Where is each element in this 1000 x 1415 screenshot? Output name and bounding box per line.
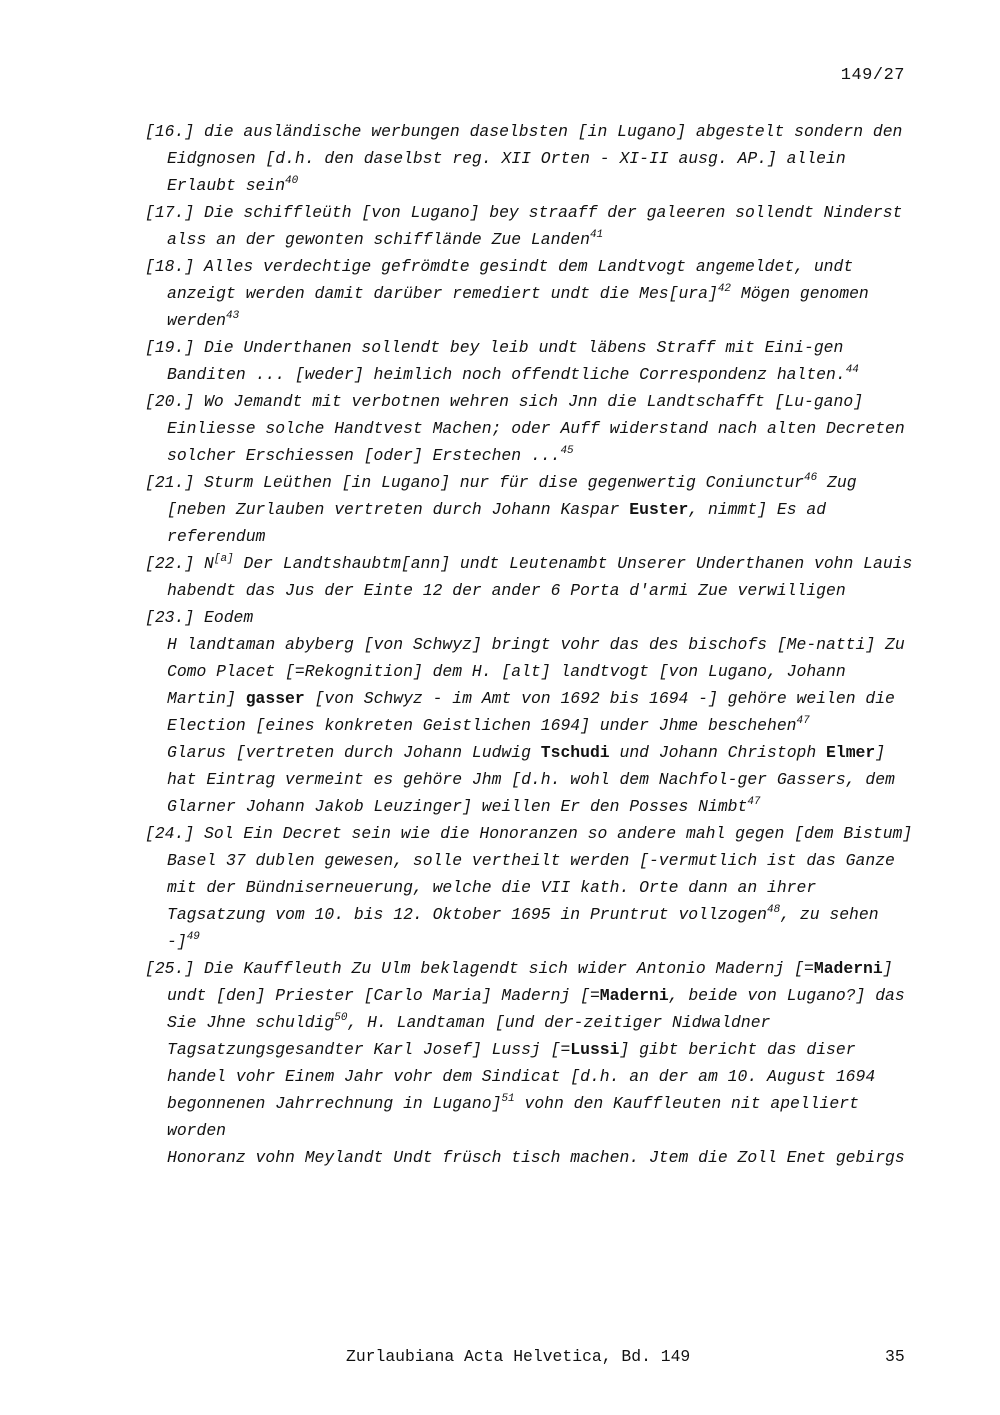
entry-text: ] hat Eintrag vermeint es gehöre Jhm [d.h. wohl dem Nachfol-ger Gassers, dem Glarner Johann Jakob Leuzinger] weillen Er den Posses Nimbt xyxy=(167,743,895,816)
entry-text: [20.] Wo Jemandt mit verbotnen wehren sich Jnn die Landtschafft [Lu-gano] Einliesse solche Handtvest Machen; oder Auff widerstand nach alten Decreten solcher Erschiessen [oder] Erstechen ... xyxy=(145,392,905,465)
entry-text: [17.] Die schiffleüth [von Lugano] bey straaff der galeeren sollendt Ninderst alss an der gewonten schifflände Zue Landen xyxy=(145,203,903,249)
footnote-ref: 45 xyxy=(560,445,574,457)
footer-title: Zurlaubiana Acta Helvetica, Bd. 149 xyxy=(346,1347,691,1366)
footnote-ref: 51 xyxy=(501,1093,515,1105)
entry-text: [22.] N xyxy=(145,554,214,573)
entry-text: [von Schwyz - im Amt von 1692 bis 1694 -] gehöre weilen die Election [eines konkreten Geistlichen 1694] under Jhme beschehen xyxy=(167,689,895,735)
entry-text: , beide von Lugano?] das Sie Jhne schuldig xyxy=(167,986,905,1032)
footnote-ref: 48 xyxy=(767,904,781,916)
emphasized-name: Lussi xyxy=(570,1040,620,1059)
emphasized-name: gasser xyxy=(245,689,305,708)
entry-paragraph xyxy=(145,955,915,1144)
entry-paragraph xyxy=(145,820,915,955)
entry-continuation xyxy=(145,739,915,820)
entry-paragraph xyxy=(145,604,915,631)
emphasized-name: Euster xyxy=(629,500,689,519)
entry-text: [18.] Alles verdechtige gefrömdte gesindt dem Landtvogt angemeldet, undt anzeigt werden damit darüber remediert undt die Mes[ura] xyxy=(145,257,854,303)
entry-text: [21.] Sturm Leüthen [in Lugano] nur für dise gegenwertig Coniunctur xyxy=(145,473,805,492)
entry-paragraph xyxy=(145,334,915,388)
footnote-ref: 47 xyxy=(796,715,810,727)
emphasized-name: Maderni xyxy=(599,986,669,1005)
entry-text: [25.] Die Kauffleuth Zu Ulm beklagendt sich wider Antonio Madernj [= xyxy=(145,959,814,978)
emphasized-name: Maderni xyxy=(813,959,883,978)
entry-text: , zu sehen -] xyxy=(167,905,879,951)
footnote-ref: 40 xyxy=(285,175,299,187)
entry-text: [23.] Eodem xyxy=(145,608,254,627)
emphasized-name: Elmer xyxy=(826,743,876,762)
footnote-ref: 41 xyxy=(589,229,604,241)
footnote-ref: 46 xyxy=(804,472,818,484)
entry-paragraph xyxy=(145,388,915,469)
entry-text: [16.] die ausländische werbungen daselbsten [in Lugano] abgestelt sondern den Eidgnosen [d.h. den daselbst reg. XII Orten - XI-II ausg. AP.] allein Erlaubt sein xyxy=(145,122,903,195)
document-body xyxy=(145,118,915,1171)
entry-text: Der Landtshaubtm[ann] undt Leutenambt Unserer Underthanen vohn Lauis habendt das Jus der Einte 12 der ander 6 Porta d'armi Zue verwilligen xyxy=(167,554,913,600)
footnote-ref: 43 xyxy=(226,310,240,322)
entry-text: und Johann Christoph xyxy=(609,743,827,762)
entry-text: H landtaman abyberg [von Schwyz] bringt vohr das des bischofs [Me-natti] Zu Como Placet [=Rekognition] dem H. [alt] landtvogt [von Lugano, Johann Martin] xyxy=(167,635,905,708)
footnote-ref: 47 xyxy=(747,796,761,808)
entry-text: Glarus [vertreten durch Johann Ludwig xyxy=(167,743,541,762)
entry-text: , nimmt] Es ad referendum xyxy=(167,500,827,546)
entry-text: Mögen genomen werden xyxy=(167,284,869,330)
entry-paragraph xyxy=(145,469,915,550)
footnote-ref: 42 xyxy=(717,283,732,295)
entry-text: ] gibt bericht das diser handel vohr Einem Jahr vohr dem Sindicat [d.h. an der am 10. August 1694 begonnenen Jahrrechnung in Lugano] xyxy=(167,1040,876,1113)
footer-page-number: 35 xyxy=(885,1347,905,1366)
footnote-ref: 49 xyxy=(186,931,200,943)
entry-text: Honoranz vohn Meylandt Undt früsch tisch machen. Jtem die Zoll Enet gebirgs xyxy=(167,1148,905,1167)
emphasized-name: Tschudi xyxy=(540,743,610,762)
entry-text: [19.] Die Underthanen sollendt bey leib undt läbens Straff mit Eini-gen Banditen ... [weder] heimlich noch offendtliche Correspondenz halten. xyxy=(145,338,846,384)
entry-paragraph xyxy=(145,550,915,604)
page-reference: 149/27 xyxy=(840,66,905,85)
entry-text: vohn den Kauffleuten nit apelliert worden xyxy=(167,1094,859,1140)
footnote-ref: [a] xyxy=(213,553,234,565)
entry-paragraph xyxy=(145,199,915,253)
footnote-ref: 44 xyxy=(845,364,859,376)
entry-paragraph xyxy=(145,118,915,199)
entry-text: [24.] Sol Ein Decret sein wie die Honoranzen so andere mahl gegen [dem Bistum] Basel 37 dublen gewesen, solle vertheilt werden [-vermutlich ist das Ganze mit der Bündniserneuerung, welche die VII kath. Orte dann an ihrer Tagsatzung vom 10. bis 12. Oktober 1695 in Pruntrut vollzogen xyxy=(145,824,913,924)
entry-text: Zug [neben Zurlauben vertreten durch Johann Kaspar xyxy=(167,473,857,519)
footnote-ref: 50 xyxy=(334,1012,348,1024)
entry-continuation xyxy=(145,1144,915,1171)
entry-paragraph xyxy=(145,253,915,334)
entry-continuation xyxy=(145,631,915,739)
entry-text: , H. Landtaman [und der-zeitiger Nidwaldner Tagsatzungsgesandter Karl Josef] Lussj [= xyxy=(167,1013,771,1059)
entry-text: ] undt [den] Priester [Carlo Maria] Madernj [= xyxy=(167,959,893,1005)
